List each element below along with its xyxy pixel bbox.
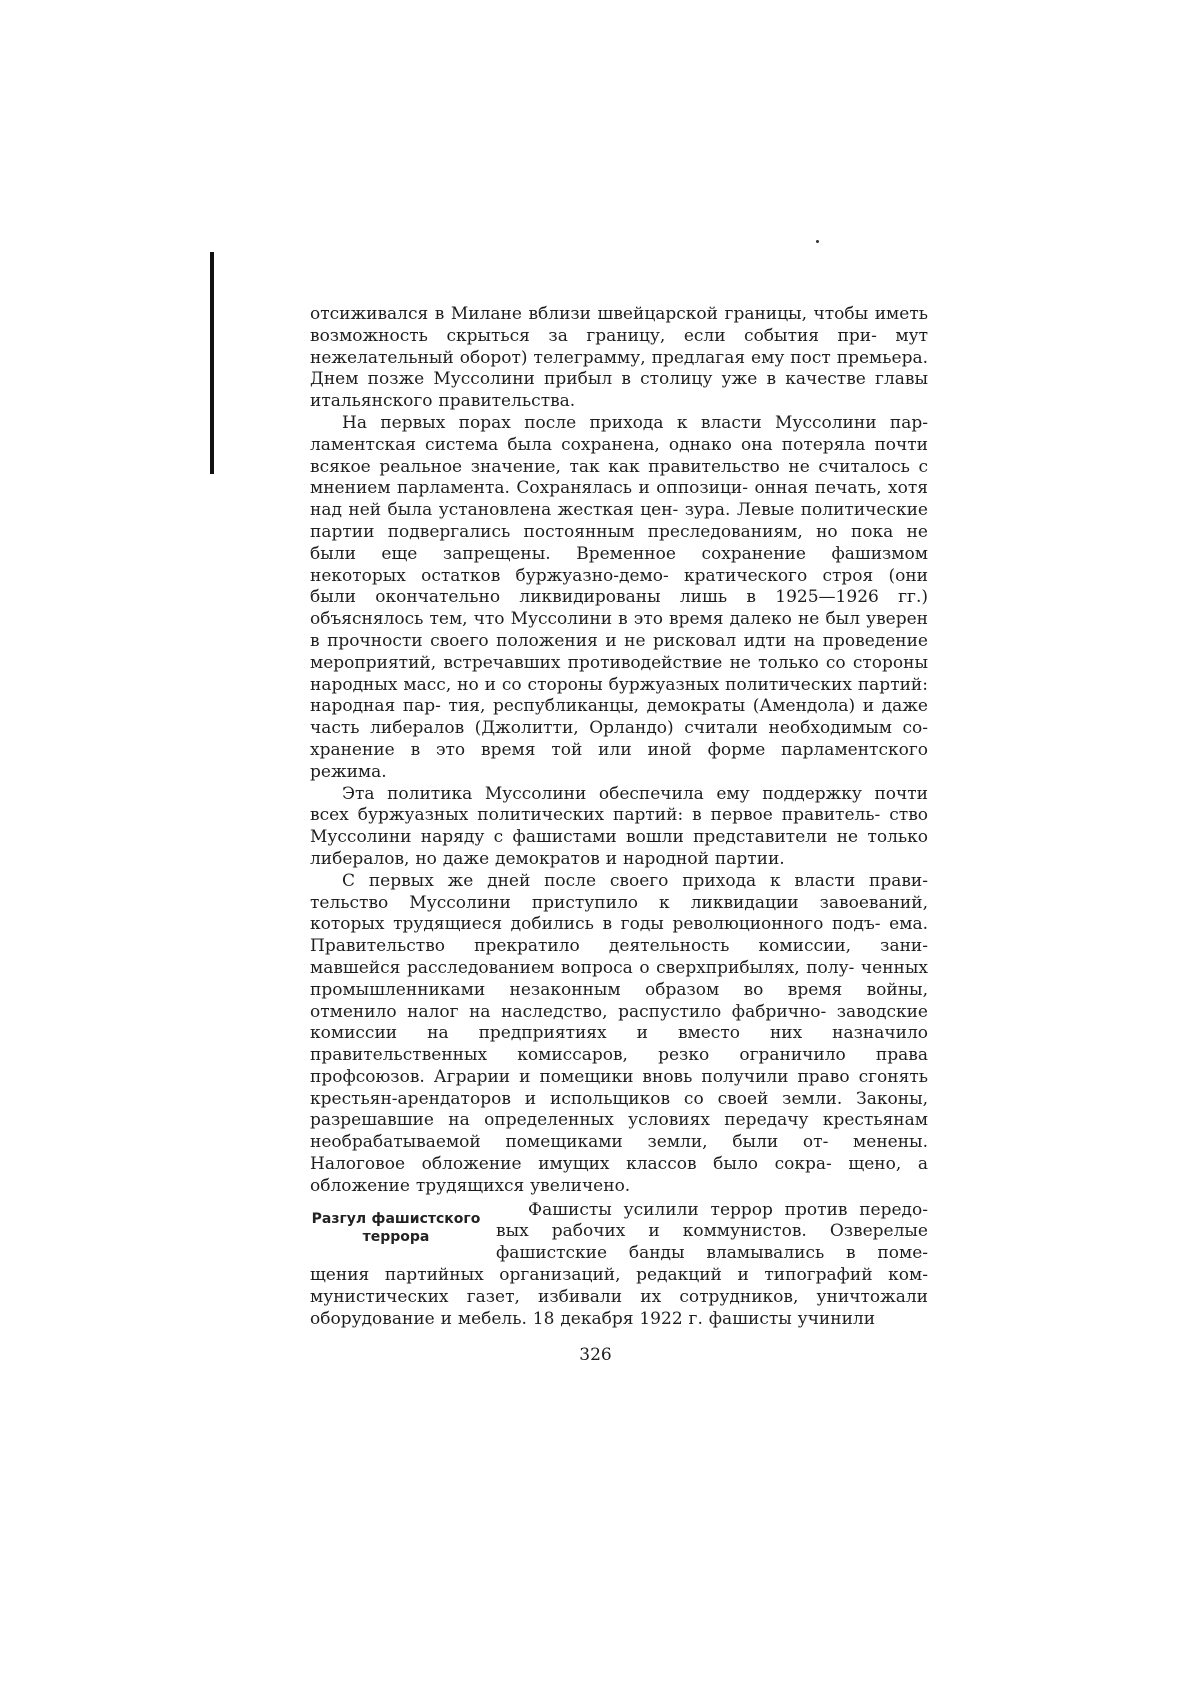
scan-speck (816, 240, 819, 243)
paragraph-3: Эта политика Муссолини обеспечила ему поддержку почти всех буржуазных политических партий: в первое правитель- ство Муссолини наряду с фашистами вошли представители не только либералов, но даже демократов и народной партии. (310, 783, 928, 869)
paragraph-1: отсиживался в Милане вблизи швейцарской границы, чтобы иметь возможность скрыться за границу, если события при- мут нежелательный оборот) телеграмму, предлагая ему пост премьера. Днем позже Муссолини прибыл в столицу уже в качестве главы итальянского правительства. (310, 304, 928, 412)
section-fascist-terror (310, 1200, 928, 1331)
side-heading (310, 1210, 482, 1246)
margin-bar (210, 252, 214, 474)
page-body (310, 304, 928, 1330)
side-heading-line-2: террора (362, 1228, 430, 1245)
paragraph-5: Фашисты усилили террор против передо- вых рабочих и коммунистов. Озверелые фашистские банды вламывались в поме- щения партийных организаций, редакций и типографий ком- мунистических газет, избивали их сотрудников, уничтожали оборудование и мебель. 18 декабря 1922 г. фашисты учинили (310, 1199, 928, 1329)
paragraph-2: На первых порах после прихода к власти Муссолини пар- ламентская система была сохранена, однако она потеряла почти всякое реальное значение, так как правительство не считалось с мнением парламента. Сохранялась и оппозици- онная печать, хотя над ней была установлена жесткая цен- зура. Левые политические партии подвергались постоянным преследованиям, но пока не были еще запрещены. Временное сохранение фашизмом некоторых остатков буржуазно-демо- кратического строя (они были окончательно ликвидированы лишь в 1925—1926 гг.) объяснялось тем, что Муссолини в это время далеко не был уверен в прочности своего положения и не рисковал идти на проведение мероприятий, встречавших противодействие не только со стороны народных масс, но и со стороны буржуазных политических партий: народная пар- тия, республиканцы, демократы (Амендола) и даже часть либералов (Джолитти, Орландо) считали необходимым со- хранение в это время той или иной форме парламентского режима. (310, 412, 928, 782)
paragraph-4: С первых же дней после своего прихода к власти прави- тельство Муссолини приступило к ликвидации завоеваний, которых трудящиеся добились в годы революционного подъ- ема. Правительство прекратило деятельность комиссии, зани- мавшейся расследованием вопроса о сверхприбылях, полу- ченных промышленниками незаконным образом во время войны, отменило налог на наследство, распустило фабрично- заводские комиссии на предприятиях и вместо них назначило правительственных комиссаров, резко ограничило права профсоюзов. Аграрии и помещики вновь получили право сгонять крестьян-арендаторов и испольщиков со своей земли. Законы, разрешавшие на определенных условиях передачу крестьянам необрабатываемой помещиками земли, были от- менены. Налоговое обложение имущих классов было сокра- щено, а обложение трудящихся увеличено. (310, 870, 928, 1196)
page-number: 326 (579, 1345, 612, 1365)
side-heading-line-1: Разгул фашистского (311, 1210, 481, 1227)
